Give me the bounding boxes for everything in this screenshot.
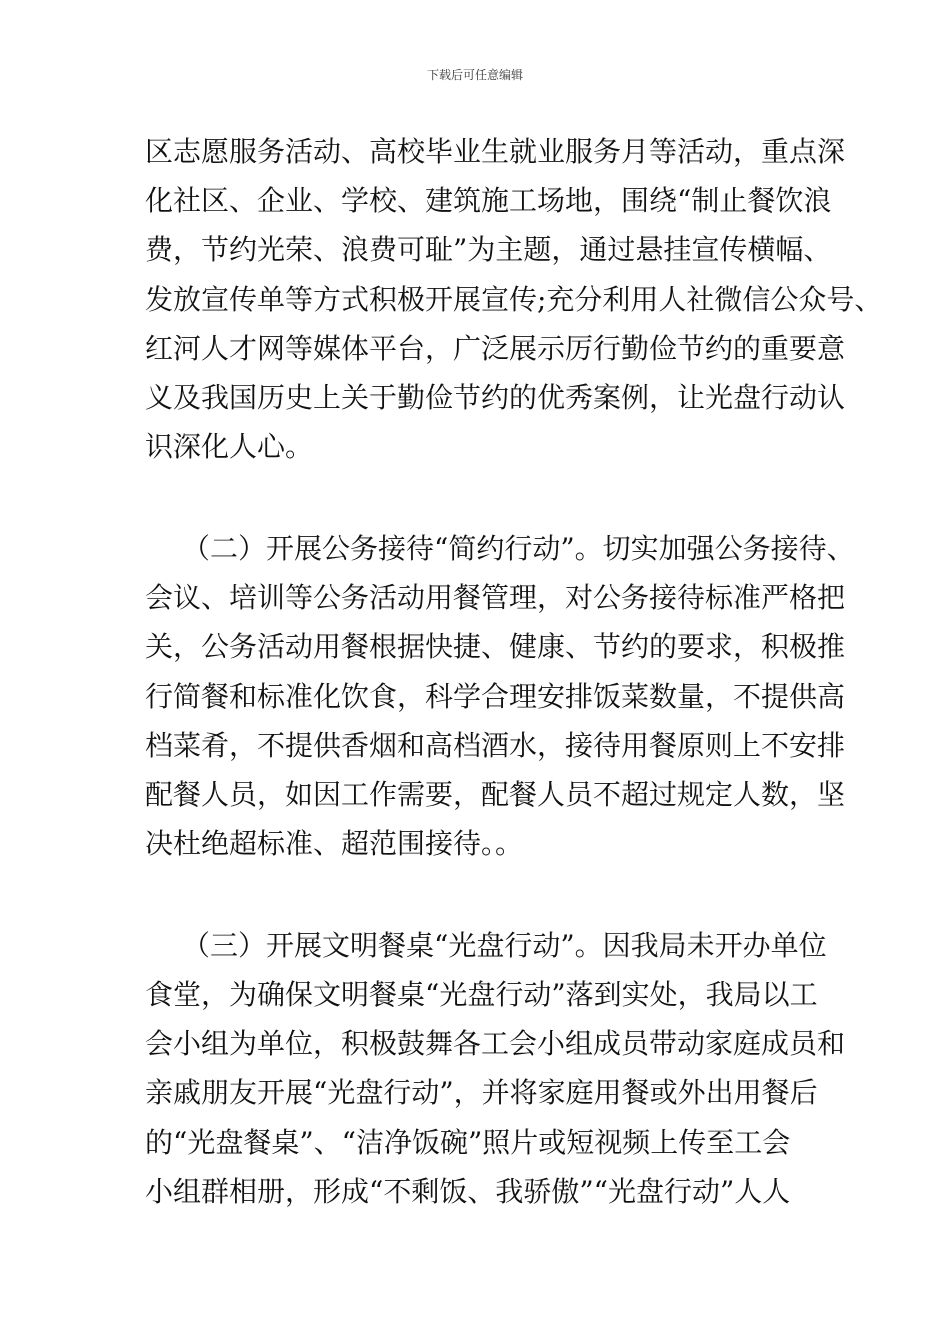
text-line: 义及我国历史上关于勤俭节约的优秀案例，让光盘行动认 — [145, 381, 846, 414]
text-line: 决杜绝超标准、超范围接待。。 — [145, 827, 524, 860]
text-line: 费，节约光荣、浪费可耻”为主题，通过悬挂宣传横幅、 — [145, 233, 832, 266]
text-line: 发放宣传单等方式积极开展宣传;充分利用人社微信公众号、 — [145, 283, 883, 316]
text-line: 会小组为单位，积极鼓舞各工会小组成员带动家庭成员和 — [145, 1027, 846, 1060]
text-line: 食堂，为确保文明餐桌“光盘行动”落到实处，我局以工 — [145, 978, 818, 1011]
text-line: 区志愿服务活动、高校毕业生就业服务月等活动，重点深 — [145, 135, 846, 168]
text-line: 配餐人员，如因工作需要，配餐人员不超过规定人数，坚 — [145, 778, 846, 811]
text-line: 红河人才网等媒体平台，广泛展示厉行勤俭节约的重要意 — [145, 332, 846, 365]
text-line: 化社区、企业、学校、建筑施工场地，围绕“制止餐饮浪 — [145, 184, 832, 217]
text-line: 行简餐和标准化饮食，科学合理安排饭菜数量，不提供高 — [145, 680, 846, 713]
text-line: 亲戚朋友开展“光盘行动”，并将家庭用餐或外出用餐后 — [145, 1076, 818, 1109]
text-line: 小组群相册，形成“不剩饭、我骄傲”“光盘行动”人人 — [145, 1175, 791, 1208]
text-line: （三）开展文明餐桌“光盘行动”。因我局未开办单位 — [182, 929, 827, 962]
page-header: 下载后可任意编辑 — [426, 68, 523, 82]
text-line: （二）开展公务接待“简约行动”。切实加强公务接待、 — [182, 532, 855, 565]
text-line: 会议、培训等公务活动用餐管理，对公务接待标准严格把 — [145, 581, 846, 614]
text-line: 识深化人心。 — [145, 430, 314, 463]
text-line: 档菜肴，不提供香烟和高档酒水，接待用餐原则上不安排 — [145, 729, 846, 762]
text-line: 的“光盘餐桌”、“洁净饭碗”照片或短视频上传至工会 — [145, 1126, 791, 1159]
text-line: 关，公务活动用餐根据快捷、健康、节约的要求，积极推 — [145, 630, 846, 663]
